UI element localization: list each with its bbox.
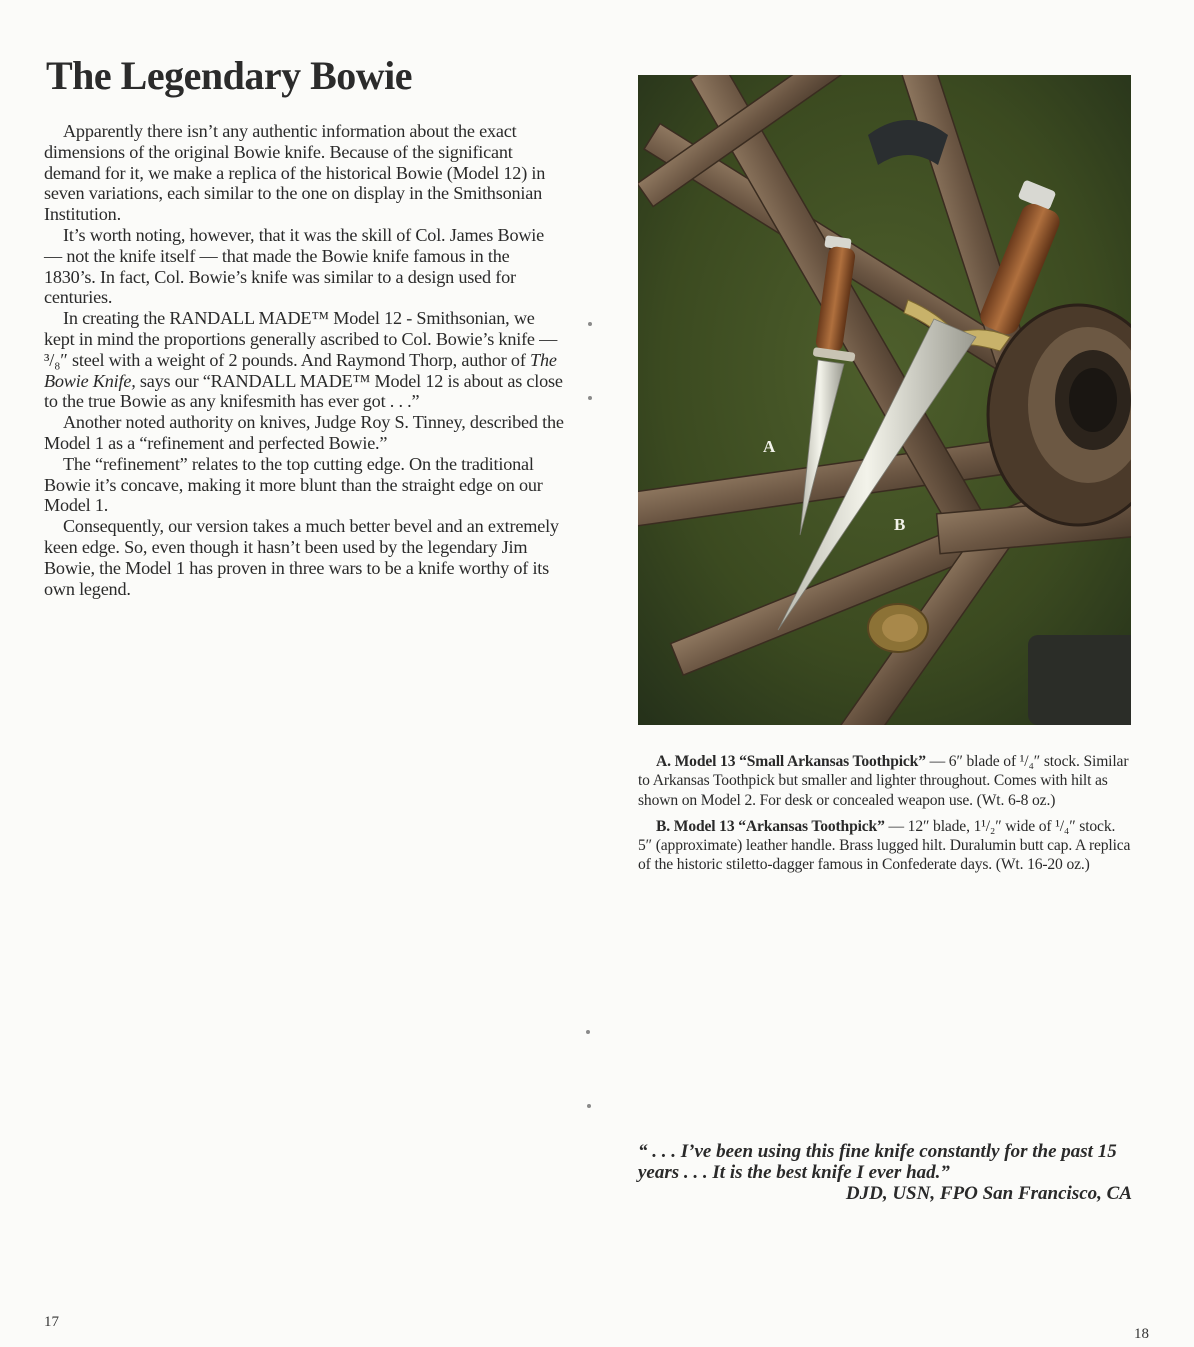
paragraph: The “refinement” relates to the top cutting edge. On the traditional Bowie it’s concave, making it more blunt than the straight edge on our Model 1. (44, 453, 543, 516)
page-number-left: 17 (44, 1314, 59, 1330)
testimonial-quote (638, 1141, 1132, 1204)
binding-mark (588, 322, 592, 326)
paragraph (44, 308, 564, 412)
paragraph-text: In creating the RANDALL MADE™ Model 12 - Smithsonian, we kept in mind the proportions generally ascribed to Col. Bowie’s knife — ³/₈″ steel with a weight of 2 pounds. And Raymond Thorp, author of (44, 308, 558, 370)
paragraph: Apparently there isn’t any authentic information about the exact dimensions of the original Bowie knife. Because of the significant demand for it, we make a replica of the historical Bowie (Model 12) in seven variations, each similar to the one on display in the Smithsonian Institution. (44, 121, 546, 225)
paragraph: It’s worth noting, however, that it was the skill of Col. James Bowie — not the knife itself — that made the Bowie knife famous in the 1830’s. In fact, Col. Bowie’s knife was similar to a design used for centuries. (44, 224, 545, 308)
article-body (44, 121, 564, 599)
photo-captions (638, 752, 1132, 882)
paragraph-text: says our “RANDALL MADE™ Model 12 is about as close to the true Bowie as any knifesmith has ever got . . .” (44, 370, 563, 412)
binding-mark (588, 396, 592, 400)
brass-buckle (868, 604, 928, 652)
binding-mark (586, 1030, 590, 1034)
caption-b (638, 817, 1132, 875)
label-a: A (763, 437, 776, 456)
caption-a-title: A. Model 13 “Small Arkansas Toothpick” (656, 753, 926, 770)
page-title: The Legendary Bowie (46, 53, 413, 98)
caption-a-text: — 6″ blade of ¹/₄″ stock. Similar to Arkansas Toothpick but smaller and lighter throughout. Comes with hilt as shown on Model 2. For desk or concealed weapon use. (Wt. 6-8 oz.) (638, 753, 1129, 809)
quote-text: “ . . . I’ve been using this fine knife constantly for the past 15 years . . . It is the best knife I ever had.” (638, 1141, 1117, 1183)
caption-a (638, 752, 1132, 810)
paragraph: Another noted authority on knives, Judge Roy S. Tinney, described the Model 1 as a “refinement and perfected Bowie.” (44, 412, 564, 453)
label-b: B (894, 515, 906, 534)
knife-illustration (638, 75, 1131, 725)
knife-photo (638, 75, 1131, 725)
paragraph: Consequently, our version takes a much better bevel and an extremely keen edge. So, even though it hasn’t been used by the legendary Jim Bowie, the Model 1 has proven in three wars to be a knife worthy of its own legend. (44, 516, 559, 599)
page-number-right: 18 (1134, 1326, 1149, 1342)
leather-pouch (1028, 635, 1131, 725)
caption-b-text: — 12″ blade, 1¹/₂″ wide of ¹/₄″ stock. 5″ (approximate) leather handle. Brass lugged hilt. Duralumin butt cap. A replica of the historic stiletto-dagger famous in Confederate days. (Wt. 16-20 oz.) (638, 817, 1131, 874)
caption-b-title: B. Model 13 “Arkansas Toothpick” (656, 817, 885, 835)
binding-mark (587, 1104, 591, 1108)
quote-attribution: DJD, USN, FPO San Francisco, CA (845, 1183, 1132, 1204)
book-title: The Bowie Knife, (44, 349, 557, 391)
